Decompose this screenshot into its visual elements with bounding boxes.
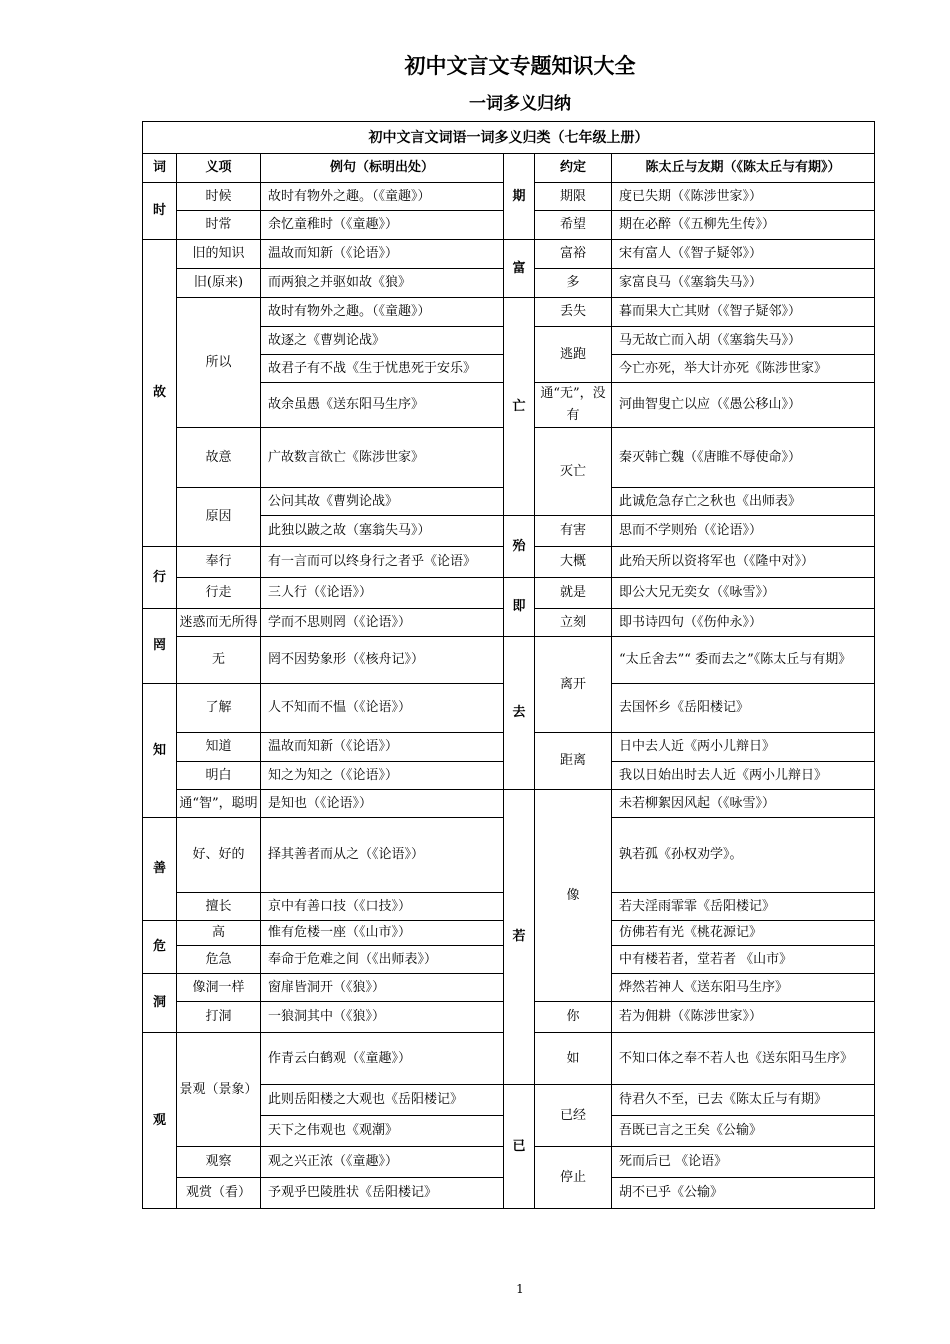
headword-cell: 已 (504, 1085, 535, 1209)
headword-cell: 洞 (143, 974, 177, 1033)
example-cell: 温故而知新（《论语》） (261, 733, 504, 762)
example-cell: 今亡亦死，举大计亦死《陈涉世家》 (612, 355, 875, 383)
example-cell: 若为佣耕（《陈涉世家》） (612, 1002, 875, 1033)
example-cell: 若夫淫雨霏霏《岳阳楼记》 (612, 893, 875, 921)
example-cell: 思而不学则殆（《论语》） (612, 516, 875, 547)
example-cell: 日中去人近《两小儿辩日》 (612, 733, 875, 762)
meaning-cell: 如 (535, 1033, 612, 1085)
meaning-cell: 无 (177, 637, 261, 684)
meaning-cell: 灭亡 (535, 428, 612, 516)
headword-cell: 善 (143, 818, 177, 921)
meaning-cell: 多 (535, 269, 612, 298)
headword-cell: 殆 (504, 516, 535, 578)
page-number: 1 (516, 1282, 524, 1296)
meaning-cell: 通“智”，聪明 (177, 790, 261, 818)
example-cell: 罔不因势象形（《核舟记》） (261, 637, 504, 684)
meaning-cell: 你 (535, 1002, 612, 1033)
headword-cell: 富 (504, 240, 535, 298)
example-cell: 度已失期（《陈涉世家》） (612, 183, 875, 211)
example-cell: 死而后已 《论语》 (612, 1147, 875, 1178)
example-cell: 宋有富人（《智子疑邻》） (612, 240, 875, 269)
example-cell: 知之为知之（《论语》） (261, 762, 504, 790)
example-cell: 是知也（《论语》） (261, 790, 504, 818)
example-cell: 故时有物外之趣。（《童趣》） (261, 183, 504, 211)
meaning-cell: 旧的知识 (177, 240, 261, 269)
headword-cell: 时 (143, 183, 177, 240)
meaning-cell: 原因 (177, 488, 261, 547)
example-cell: 此殆天所以资将军也（《隆中对》） (612, 547, 875, 578)
example-cell: 去国怀乡《岳阳楼记》 (612, 684, 875, 733)
meaning-cell: 离开 (535, 637, 612, 733)
example-cell: 即书诗四句（《伤仲永》） (612, 609, 875, 637)
example-cell: 暮而果大亡其财（《智子疑邻》） (612, 298, 875, 327)
example-cell: 公问其故《曹刿论战》 (261, 488, 504, 516)
example-cell: 故逐之《曹刿论战》 (261, 327, 504, 355)
meaning-cell: 有害 (535, 516, 612, 547)
meaning-cell: 打洞 (177, 1002, 261, 1033)
meaning-cell: 了解 (177, 684, 261, 733)
example-cell: 惟有危楼一座（《山市》） (261, 921, 504, 946)
meaning-cell: 距离 (535, 733, 612, 790)
meaning-cell: 迷惑而无所得 (177, 609, 261, 637)
example-cell: 天下之伟观也《观潮》 (261, 1116, 504, 1147)
headword-cell: 期 (504, 154, 535, 240)
example-cell: 此诚危急存亡之秋也《出师表》 (612, 488, 875, 516)
meaning-cell: 期限 (535, 183, 612, 211)
example-cell: 予观乎巴陵胜状《岳阳楼记》 (261, 1178, 504, 1209)
example-cell: 此独以跛之故（塞翁失马》） (261, 516, 504, 547)
meaning-cell: 好、好的 (177, 818, 261, 893)
table-row (143, 790, 875, 818)
example-cell: 中有楼若者，堂若者 《山市》 (612, 946, 875, 974)
example-cell: 陈太丘与友期（《陈太丘与有期》） (612, 154, 875, 183)
example-cell: 胡不已乎《公输》 (612, 1178, 875, 1209)
example-cell: 吾既已言之王矣《公输》 (612, 1116, 875, 1147)
example-cell: 余忆童稚时（《童趣》） (261, 211, 504, 240)
meaning-cell: 明白 (177, 762, 261, 790)
example-cell: “太丘舍去”“ 委而去之”《陈太丘与有期》 (612, 637, 875, 684)
meaning-cell: 擅长 (177, 893, 261, 921)
meaning-cell: 时候 (177, 183, 261, 211)
example-cell: 待君久不至，已去《陈太丘与有期》 (612, 1085, 875, 1116)
meaning-cell: 通“无”，没有 (535, 383, 612, 428)
meaning-cell: 故意 (177, 428, 261, 488)
meaning-cell: 希望 (535, 211, 612, 240)
table-row (143, 637, 875, 684)
headword-cell: 故 (143, 240, 177, 547)
meaning-cell: 就是 (535, 578, 612, 609)
headword-cell: 若 (504, 790, 535, 1085)
meaning-cell: 所以 (177, 298, 261, 428)
meaning-cell: 时常 (177, 211, 261, 240)
example-cell: 即公大兄无奕女（《咏雪》） (612, 578, 875, 609)
example-cell: 有一言而可以终身行之者乎《论语》 (261, 547, 504, 578)
headword-cell: 知 (143, 684, 177, 818)
example-cell: 不知口体之奉不若人也《送东阳马生序》 (612, 1033, 875, 1085)
example-cell: 窗扉皆洞开（《狼》） (261, 974, 504, 1002)
example-cell: 故君子有不战《生于忧患死于安乐》 (261, 355, 504, 383)
example-cell: 奉命于危难之间（《出师表》） (261, 946, 504, 974)
meaning-cell: 景观（景象） (177, 1033, 261, 1147)
example-cell: 期在必醉（《五柳先生传》） (612, 211, 875, 240)
example-cell: 秦灭韩亡魏（《唐睢不辱使命》） (612, 428, 875, 488)
meaning-cell: 观赏（看） (177, 1178, 261, 1209)
example-cell: 烨然若神人《送东阳马生序》 (612, 974, 875, 1002)
table-row (143, 240, 875, 269)
example-cell: 观之兴正浓（《童趣》） (261, 1147, 504, 1178)
example-cell: 马无故亡而入胡（《塞翁失马》） (612, 327, 875, 355)
example-cell: 故时有物外之趣。（《童趣》） (261, 298, 504, 327)
table-caption: 初中文言文词语一词多义归类（七年级上册） (143, 122, 875, 154)
headword-cell: 行 (143, 547, 177, 609)
example-cell: 一狼洞其中（《狼》） (261, 1002, 504, 1033)
header-meaning: 义项 (177, 154, 261, 183)
meaning-cell: 约定 (535, 154, 612, 183)
example-cell: 孰若孤《孙权劝学》。 (612, 818, 875, 893)
example-cell: 作青云白鹤观（《童趣》） (261, 1033, 504, 1085)
example-cell: 人不知而不愠（《论语》） (261, 684, 504, 733)
meaning-cell: 观察 (177, 1147, 261, 1178)
example-cell: 而两狼之并驱如故《狼》 (261, 269, 504, 298)
meaning-cell: 像 (535, 790, 612, 1002)
meaning-cell: 停止 (535, 1147, 612, 1209)
meaning-cell: 知道 (177, 733, 261, 762)
example-cell: 此则岳阳楼之大观也《岳阳楼记》 (261, 1085, 504, 1116)
example-cell: 三人行（《论语》） (261, 578, 504, 609)
example-cell: 京中有善口技（《口技》） (261, 893, 504, 921)
example-cell: 故余虽愚《送东阳马生序》 (261, 383, 504, 428)
meaning-cell: 旧(原来) (177, 269, 261, 298)
example-cell: 家富良马（《塞翁失马》） (612, 269, 875, 298)
meaning-cell: 已经 (535, 1085, 612, 1147)
example-cell: 河曲智叟亡以应（《愚公移山》） (612, 383, 875, 428)
headword-cell: 即 (504, 578, 535, 637)
headword-cell: 亡 (504, 298, 535, 516)
headword-cell: 罔 (143, 609, 177, 684)
headword-cell: 去 (504, 637, 535, 790)
header-word: 词 (143, 154, 177, 183)
meaning-cell: 大概 (535, 547, 612, 578)
meaning-cell: 危急 (177, 946, 261, 974)
meaning-cell: 高 (177, 921, 261, 946)
meaning-cell: 立刻 (535, 609, 612, 637)
headword-cell: 危 (143, 921, 177, 974)
example-cell: 我以日始出时去人近《两小儿辩日》 (612, 762, 875, 790)
meaning-cell: 像洞一样 (177, 974, 261, 1002)
meaning-cell: 富裕 (535, 240, 612, 269)
meaning-cell: 行走 (177, 578, 261, 609)
polysemy-table (142, 121, 875, 1209)
example-cell: 择其善者而从之（《论语》） (261, 818, 504, 893)
meaning-cell: 奉行 (177, 547, 261, 578)
example-cell: 学而不思则罔（《论语》） (261, 609, 504, 637)
table-row (143, 578, 875, 609)
example-cell: 仿佛若有光《桃花源记》 (612, 921, 875, 946)
meaning-cell: 逃跑 (535, 327, 612, 383)
headword-cell: 观 (143, 1033, 177, 1209)
header-example: 例句（标明出处） (261, 154, 504, 183)
example-cell: 未若柳絮因风起（《咏雪》） (612, 790, 875, 818)
example-cell: 广故数言欲亡《陈涉世家》 (261, 428, 504, 488)
document-title: 初中文言文专题知识大全 (404, 54, 636, 78)
table-row (143, 298, 875, 327)
document-subtitle: 一词多义归纳 (469, 94, 571, 114)
example-cell: 温故而知新（《论语》） (261, 240, 504, 269)
meaning-cell: 丢失 (535, 298, 612, 327)
